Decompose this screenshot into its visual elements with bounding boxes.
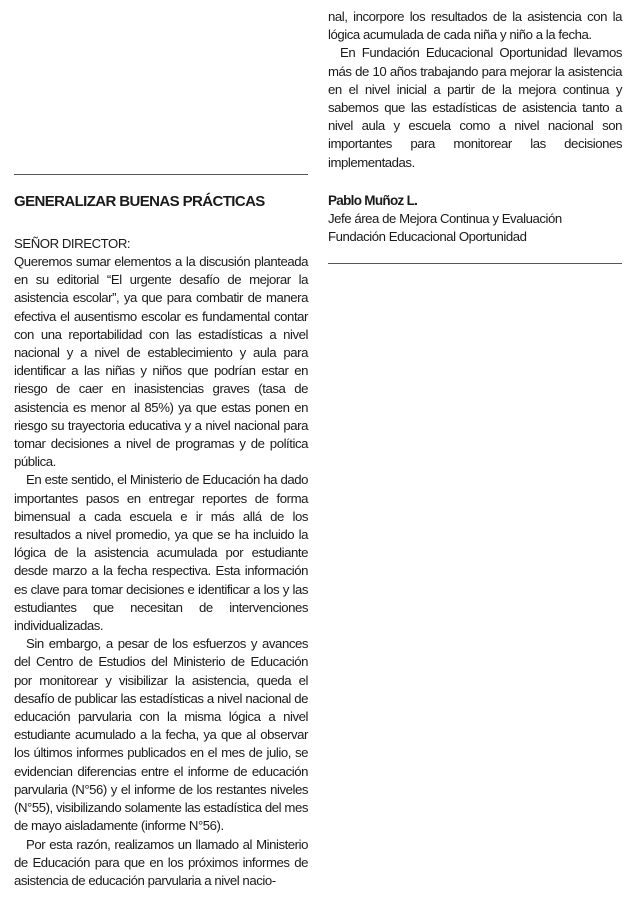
letter-paragraph-3: Sin embargo, a pesar de los esfuerzos y avances del Centro de Estudios del Ministerio de Educación por monitorear y visibilizar la asistencia, queda el desafío de publicar las estadísticas a nivel nacional de educación parvularia con la misma lógica a nivel estudiante acumulado a la fecha, ya que al observar los últimos informes publicados en el mes de julio, se evidencian diferencias entre el informe de educación parvularia (N°56) y el informe de los restantes niveles (N°55), visibilizando solamente las estadística del mes de mayo aisladamente (informe N°56). xyxy=(14,636,308,834)
column-divider-left xyxy=(14,174,308,175)
letter-paragraph-continued: nal, incorpore los resultados de la asistencia con la lógica acumulada de cada niña y niño a la fecha. xyxy=(328,9,622,43)
letter-body-right xyxy=(328,8,622,172)
letter-paragraph-5: En Fundación Educacional Oportunidad llevamos más de 10 años trabajando para mejorar la asistencia en el nivel inicial a partir de la mejora continua y sabemos que las estadísticas de asistencia tanto a nivel aula y escuela como a nivel nacional son importantes para monitorear las decisiones implementadas. xyxy=(328,45,622,170)
letter-salutation: SEÑOR DIRECTOR: xyxy=(14,236,131,251)
letter-body-left xyxy=(14,253,308,890)
letter-paragraph-4: Por esta razón, realizamos un llamado al Ministerio de Educación para que en los próximos informes de asistencia de educación parvularia a nivel nacio- xyxy=(14,836,308,888)
letter-paragraph-2: En este sentido, el Ministerio de Educación ha dado importantes pasos en entregar reportes de forma bimensual a cada escuela e ir más allá de los resultados a nivel promedio, ya que se ha incluido la lógica de la asistencia acumulada por estudiante desde marzo a la fecha respectiva. Esta información es clave para tomar decisiones e identificar a los y las estudiantes que necesitan de intervenciones individualizadas. xyxy=(14,472,308,634)
signature-organization: Fundación Educacional Oportunidad xyxy=(328,229,527,244)
column-divider-right xyxy=(328,263,622,264)
signature-role: Jefe área de Mejora Continua y Evaluación xyxy=(328,211,562,226)
signature-name: Pablo Muñoz L. xyxy=(328,193,418,208)
letter-headline: GENERALIZAR BUENAS PRÁCTICAS xyxy=(14,193,265,210)
letter-paragraph-1: Queremos sumar elementos a la discusión planteada en su editorial “El urgente desafío de mejorar la asistencia escolar”, ya que para combatir de manera efectiva el ausentismo escolar es fundamental contar con una reportabilidad con las estadísticas a nivel nacional y a nivel de establecimiento y aula para identificar a las niñas y niños que podrían estar en riesgo de caer en inasistencias graves (tasa de asistencia es menor al 85%) ya que estas ponen en riesgo su trayectoria educativa y a nivel nacional para tomar decisiones a nivel de programas y de política pública. xyxy=(14,254,308,470)
